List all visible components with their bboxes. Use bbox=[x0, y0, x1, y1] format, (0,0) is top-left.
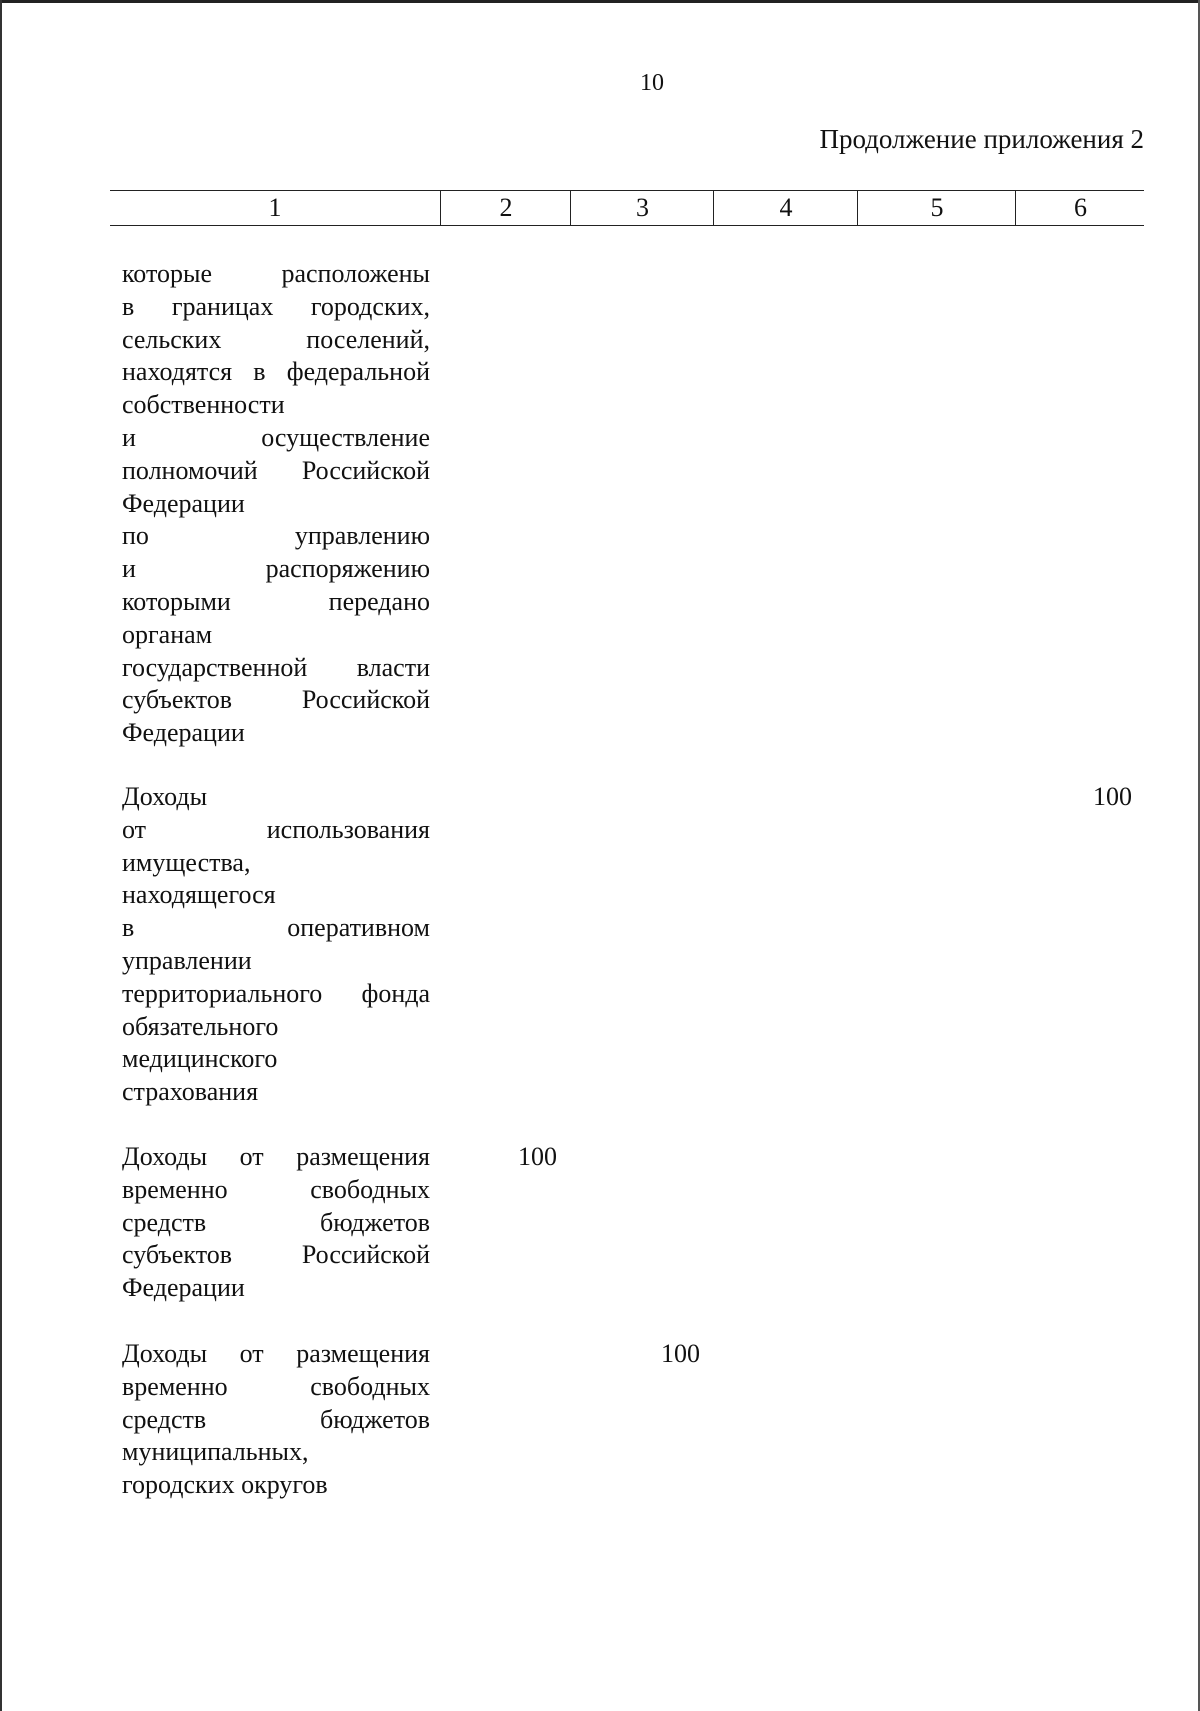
row-1-description bbox=[122, 258, 430, 750]
row-3-line: Федерации bbox=[122, 1273, 245, 1303]
row-2-col-6-value: 100 bbox=[1093, 782, 1132, 811]
table-header-row bbox=[110, 190, 1144, 226]
continuation-label: Продолжение приложения 2 bbox=[819, 124, 1144, 154]
row-2-line: медицинского bbox=[122, 1044, 278, 1074]
row-2-line: обязательного bbox=[122, 1011, 279, 1041]
row-1-line: полномочий Российской bbox=[122, 455, 430, 485]
row-1-line: Федерации bbox=[122, 718, 245, 748]
row-1-line: которые расположены bbox=[122, 259, 430, 288]
row-2-line: находящегося bbox=[122, 880, 276, 910]
page-number: 10 bbox=[640, 70, 664, 96]
row-2-line: от использования bbox=[122, 814, 430, 844]
header-cell-5: 5 bbox=[857, 191, 1016, 225]
row-3-description bbox=[122, 1141, 430, 1305]
row-1-line: государственной власти bbox=[122, 652, 430, 682]
row-1-line: собственности bbox=[122, 390, 285, 420]
row-3-col-2-value: 100 bbox=[518, 1142, 557, 1171]
row-1-line: органам bbox=[122, 619, 213, 649]
row-2-line: в оперативном bbox=[122, 913, 430, 943]
row-3-line: временно свободных bbox=[122, 1174, 430, 1204]
row-1-line: в границах городских, bbox=[122, 291, 430, 321]
row-2-line: имущества, bbox=[122, 847, 251, 877]
row-1-line: по управлению bbox=[122, 521, 430, 551]
row-3-line: субъектов Российской bbox=[122, 1240, 430, 1270]
header-cell-2: 2 bbox=[440, 191, 571, 225]
row-4-description bbox=[122, 1338, 430, 1502]
row-2-line: страхования bbox=[122, 1077, 259, 1107]
row-2-description bbox=[122, 781, 430, 1109]
row-4-line: городских округов bbox=[122, 1470, 328, 1500]
row-4-line: временно свободных bbox=[122, 1371, 430, 1401]
row-1-line: и осуществление bbox=[122, 422, 430, 452]
row-1-line: которыми передано bbox=[122, 586, 430, 616]
row-4-line: муниципальных, bbox=[122, 1437, 309, 1467]
row-3-line: средств бюджетов bbox=[122, 1207, 430, 1237]
header-cell-1: 1 bbox=[268, 193, 282, 222]
row-2-line: управлении bbox=[122, 945, 252, 975]
scan-edge-left bbox=[0, 0, 2, 1711]
row-4-line: средств бюджетов bbox=[122, 1404, 430, 1434]
row-1-line: и распоряжению bbox=[122, 554, 430, 584]
row-4-line: Доходы от размещения bbox=[122, 1339, 430, 1368]
header-cell-4: 4 bbox=[713, 191, 858, 225]
row-1-line: субъектов Российской bbox=[122, 685, 430, 715]
row-1-line: Федерации bbox=[122, 488, 245, 518]
row-1-line: находятся в федеральной bbox=[122, 357, 430, 387]
header-cell-6: 6 bbox=[1015, 191, 1145, 225]
scan-edge-top bbox=[0, 0, 1200, 3]
header-cell-3: 3 bbox=[570, 191, 714, 225]
row-2-line: территориального фонда bbox=[122, 978, 430, 1008]
row-4-col-3-value: 100 bbox=[661, 1339, 700, 1368]
row-2-line: Доходы bbox=[122, 782, 208, 811]
row-1-line: сельских поселений, bbox=[122, 324, 430, 354]
row-3-line: Доходы от размещения bbox=[122, 1142, 430, 1171]
